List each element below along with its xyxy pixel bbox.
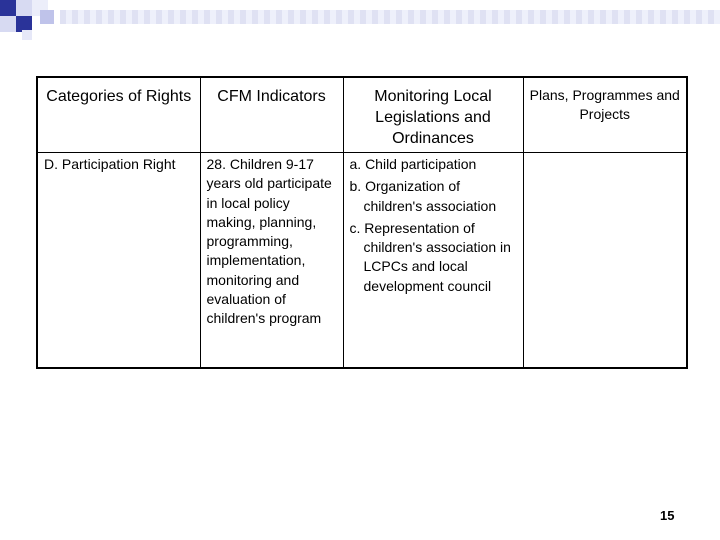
deco-square: [16, 0, 32, 16]
header-cell-monitoring: [343, 77, 523, 153]
monitoring-list: [344, 153, 523, 296]
deco-square: [0, 0, 16, 16]
table-row: [37, 153, 687, 369]
cell-indicator: [200, 153, 343, 369]
indicator-text: 28. Children 9-17 years old participate in local policy making, planning, programming, implementation, monitoring and evaluation of children's program: [206, 156, 332, 327]
plans-text: [524, 153, 687, 157]
deco-square: [40, 10, 54, 24]
header-categories-of-rights: Categories of Rights: [46, 88, 192, 105]
header-rule: [60, 10, 720, 24]
header-plans-programmes-projects: Plans, Programmes and Projects: [529, 87, 680, 122]
cell-plans: [523, 153, 687, 369]
category-text: D. Participation Right: [44, 156, 176, 172]
deco-square: [0, 16, 16, 32]
rights-table-container: [36, 76, 686, 369]
monitoring-item: c. Representation of children's association in LCPCs and local development council: [349, 219, 511, 294]
page-number: 15: [660, 508, 675, 523]
decorative-squares: [0, 0, 60, 40]
header-cell-indicators: [200, 77, 343, 153]
monitoring-item: b. Organization of children's association: [349, 178, 497, 214]
rights-table: [36, 76, 688, 369]
header-cell-categories: [37, 77, 200, 153]
header-monitoring-local-legislations: Monitoring Local Legislations and Ordinances: [374, 88, 492, 147]
cell-monitoring: [343, 153, 523, 369]
cell-category: [37, 153, 200, 369]
deco-square: [22, 30, 32, 40]
monitoring-item: a. Child participation: [349, 156, 477, 172]
table-header-row: [37, 77, 687, 153]
header-cell-plans: [523, 77, 687, 153]
header-cfm-indicators: CFM Indicators: [217, 88, 326, 105]
